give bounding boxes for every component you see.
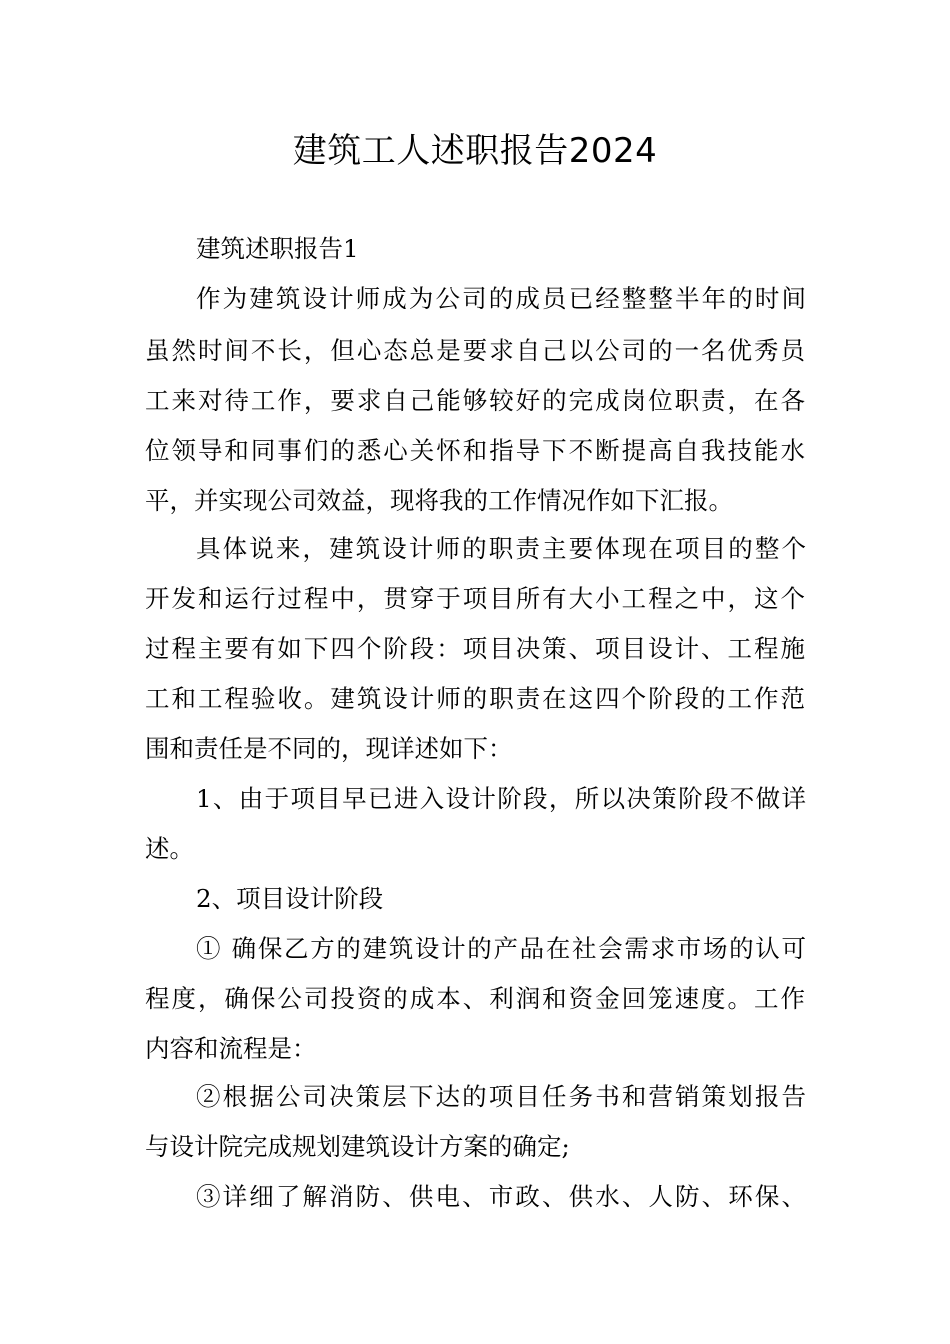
paragraph-line: ③详细了解消防、供电、市政、供水、人防、环保、 <box>196 1182 806 1211</box>
paragraph-line: 内容和流程是： <box>145 1034 317 1063</box>
paragraph-line: 围和责任是不同的，现详述如下： <box>145 734 513 763</box>
paragraph-line: 位领导和同事们的悉心关怀和指导下不断提高自我技能水 <box>145 436 805 465</box>
paragraph-line: ②根据公司决策层下达的项目任务书和营销策划报告 <box>196 1082 806 1111</box>
document-title: 建筑工人述职报告2024 <box>292 131 658 171</box>
paragraph-line: 开发和运行过程中，贯穿于项目所有大小工程之中，这个 <box>145 584 805 613</box>
paragraph-line: 作为建筑设计师成为公司的成员已经整整半年的时间 <box>196 284 806 313</box>
paragraph-line: 工和工程验收。建筑设计师的职责在这四个阶段的工作范 <box>145 684 805 713</box>
paragraph-line: 过程主要有如下四个阶段：项目决策、项目设计、工程施 <box>145 634 805 663</box>
paragraph-line: 平，并实现公司效益，现将我的工作情况作如下汇报。 <box>145 486 733 515</box>
paragraph-line: 程度，确保公司投资的成本、利润和资金回笼速度。工作 <box>145 984 805 1013</box>
section-heading: 建筑述职报告1 <box>196 234 359 263</box>
paragraph-line: ① 确保乙方的建筑设计的产品在社会需求市场的认可 <box>196 934 806 963</box>
paragraph-line: 述。 <box>145 834 194 863</box>
paragraph-line: 工来对待工作，要求自己能够较好的完成岗位职责，在各 <box>145 386 805 415</box>
paragraph-line: 2、项目设计阶段 <box>196 884 384 913</box>
paragraph-line: 1、由于项目早已进入设计阶段，所以决策阶段不做详 <box>196 784 806 813</box>
paragraph-line: 具体说来，建筑设计师的职责主要体现在项目的整个 <box>196 534 806 563</box>
paragraph-line: 与设计院完成规划建筑设计方案的确定; <box>145 1132 570 1161</box>
paragraph-line: 虽然时间不长，但心态总是要求自己以公司的一名优秀员 <box>145 336 805 365</box>
